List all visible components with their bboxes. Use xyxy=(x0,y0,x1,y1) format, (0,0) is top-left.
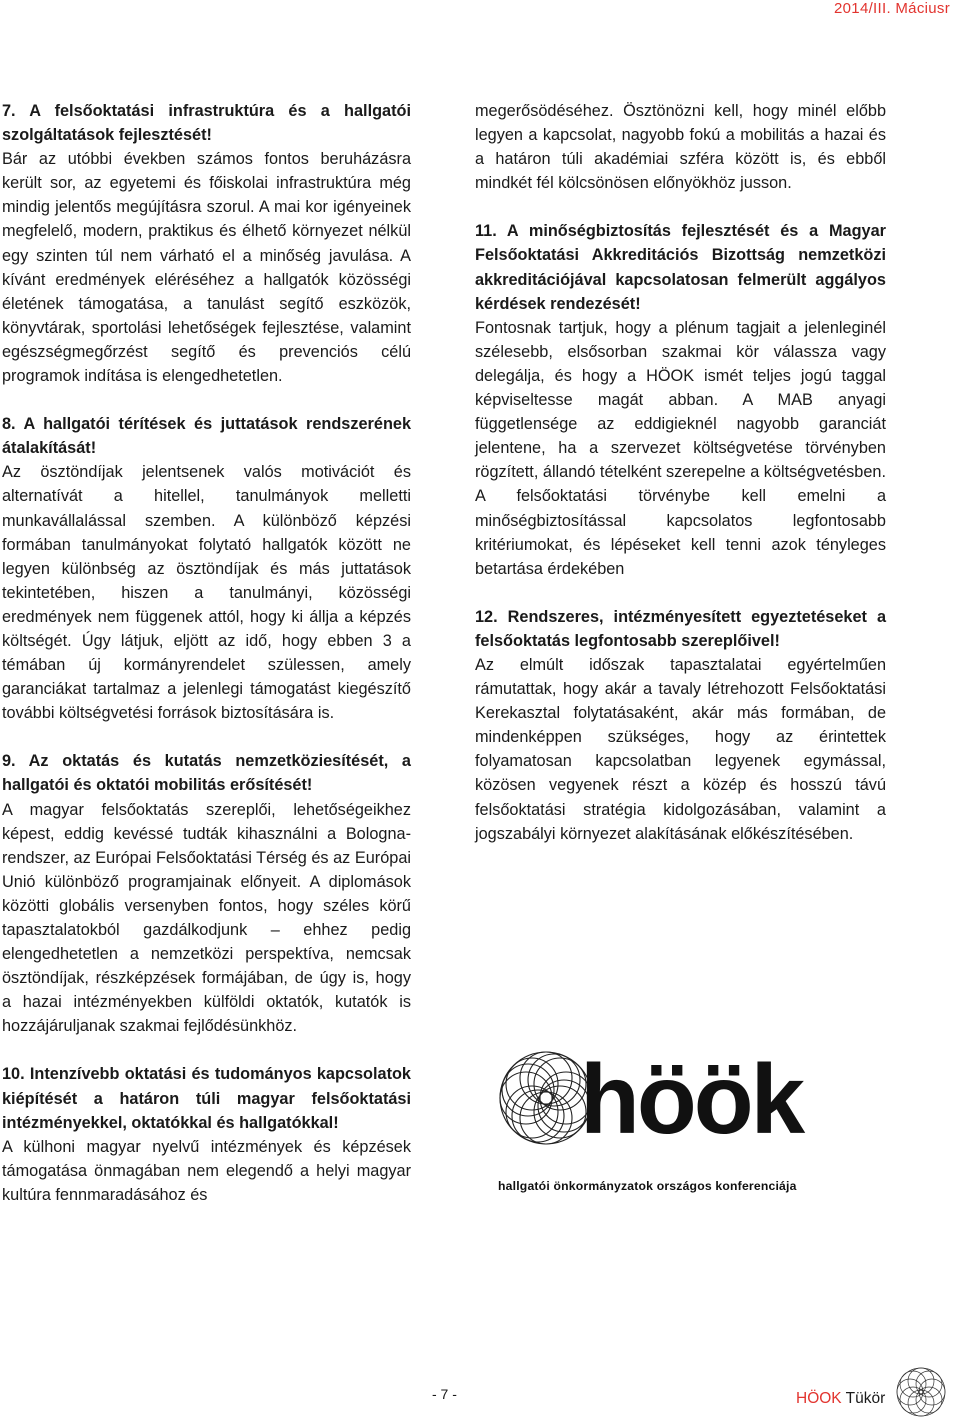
rosette-icon xyxy=(895,1366,947,1418)
logo-wordmark: höök xyxy=(580,1044,803,1154)
section-7-heading: 7. A felsőoktatási infrastruktúra és a hallgatói szolgáltatások fejlesztését! xyxy=(2,102,411,145)
footer-brand-hook: HÖOK xyxy=(796,1390,842,1407)
section-10-body: A külhoni magyar nyelvű intézmények és képzések támogatása önmagában nem elegendő a helyi magyar kultúra fennmaradásához és xyxy=(2,1137,411,1204)
rosette-icon xyxy=(500,1052,592,1144)
issue-label: 2014/III. Máciusr xyxy=(834,0,950,17)
left-column xyxy=(2,99,411,1207)
section-9-heading: 9. Az oktatás és kutatás nemzetköziesítését, a hallgatói és oktatói mobilitás erősítését! xyxy=(2,752,411,795)
section-12-heading: 12. Rendszeres, intézményesített egyeztetéseket a felsőoktatás legfontosabb szereplőivel! xyxy=(475,607,886,650)
continued-body: megerősödéséhez. Ösztönözni kell, hogy minél előbb legyen a kapcsolat, nagyobb fokú a mobilitás a hazai és a határon túli akadémiai szféra között is, és ebből mindkét fél kölcsönösen előnyökhöz jusson. xyxy=(475,102,886,193)
logo-subtitle: hallgatói önkormányzatok országos konferenciája xyxy=(498,1179,797,1193)
section-9-body: A magyar felsőoktatás szereplői, lehetőségeikhez képest, eddig kevéssé tudták kihasználni a Bologna-rendszer, az Európai Felsőoktatási Térség és az Európai Unió különböző programjainak előnyeit. A diplomások közötti globális versenyben fontos, hogy széles körű tapasztalatokból gazdálkodjunk – ehhez pedig elengedhetetlen a nemzetközi perspektíva, nemcsak ösztöndíjak, részképzések formájában, de úgy is, hogy a hazai intézményekben külföldi oktatók, kutatók is hozzájáruljanak szakmai fejlődésünkhöz. xyxy=(2,800,411,1036)
section-8-body: Az ösztöndíjak jelentsenek valós motivációt és alternatívát a hitellel, tanulmányok melletti munkavállalással szemben. A különböző képzési formában tanulmányokat folytató hallgatók között ne legyen különbség az ösztöndíjak és más juttatások tekintetében, hiszen a tanulmányi, közösségi eredmények nem függenek attól, hogy ki állja a képzés költségét. Úgy látjuk, eljött az idő, hogy ebben 3 a témában új kormányrendelet szülessen, amely garanciákat tartalmaz a jelenlegi támogatást kiegészítő további költségvetési források biztosítására is. xyxy=(2,463,411,723)
section-10-heading: 10. Intenzívebb oktatási és tudományos kapcsolatok kiépítését a határon túli magyar felsőoktatási intézményekkel, oktatókkal és hallgatókkal! xyxy=(2,1065,411,1132)
right-column xyxy=(475,99,886,846)
footer-brand-tukor: Tükör xyxy=(841,1390,886,1407)
footer-brand xyxy=(796,1390,885,1408)
page-number: - 7 - xyxy=(432,1386,457,1402)
section-7-body: Bár az utóbbi években számos fontos beruházásra került sor, az egyetemi és főiskolai infrastruktúra még mindig jelentős megújításra szorul. A mai kor igényeinek megfelelő, modern, praktikus és élhető környezet nélkül egy szinten túl nem várható el a minőség javulása. A kívánt eredmények eléréséhez a hallgatók közösségi életének támogatása, a tanulást segítő eszközök, könyvtárak, sportolási lehetőségek fejlesztése, valamint egészségmegőrzést segítő és prevenciós célú programok indítása is elengedhetetlen. xyxy=(2,150,411,386)
section-11-body: Fontosnak tartjuk, hogy a plénum tagjait a jelenleginél szélesebb, elsősorban szakmai kör válassza vagy delegálja, és hogy a HÖOK ismét teljes jogú taggal képviseltesse magát abban. A MAB anyagi függetlensége az eddigieknél nagyobb garanciát jelentene, ha a szervezet költségvetése törvényben rögzített, állandó tételként szerepelne a költségvetésben. A felsőoktatási törvénybe kell emelni a minőségbiztosítással kapcsolatos legfontosabb kritériumokat, és lépéseket kell tenni azok tényleges betartása érdekében xyxy=(475,318,886,578)
section-8-heading: 8. A hallgatói térítések és juttatások rendszerének átalakítását! xyxy=(2,415,411,458)
section-12-body: Az elmúlt időszak tapasztalatai egyértelműen rámutattak, hogy akár a tavaly létrehozott Felsőoktatási Kerekasztal folytatásaként, akár más formában, de mindenképpen szükséges, hogy az érintettek folyamatosan kapcsolatban legyenek egymással, közösen vegyenek részt a közép és hosszú távú felsőoktatási stratégia kidolgozásában, valamint a jogszabályi környezet alakításának előkészítésében. xyxy=(475,655,886,843)
section-11-heading: 11. A minőségbiztosítás fejlesztését és a Magyar Felsőoktatási Akkreditációs Bizottság nemzetközi akkreditációjával kapcsolatosan felmerült aggályos kérdések rendezését! xyxy=(475,222,886,313)
